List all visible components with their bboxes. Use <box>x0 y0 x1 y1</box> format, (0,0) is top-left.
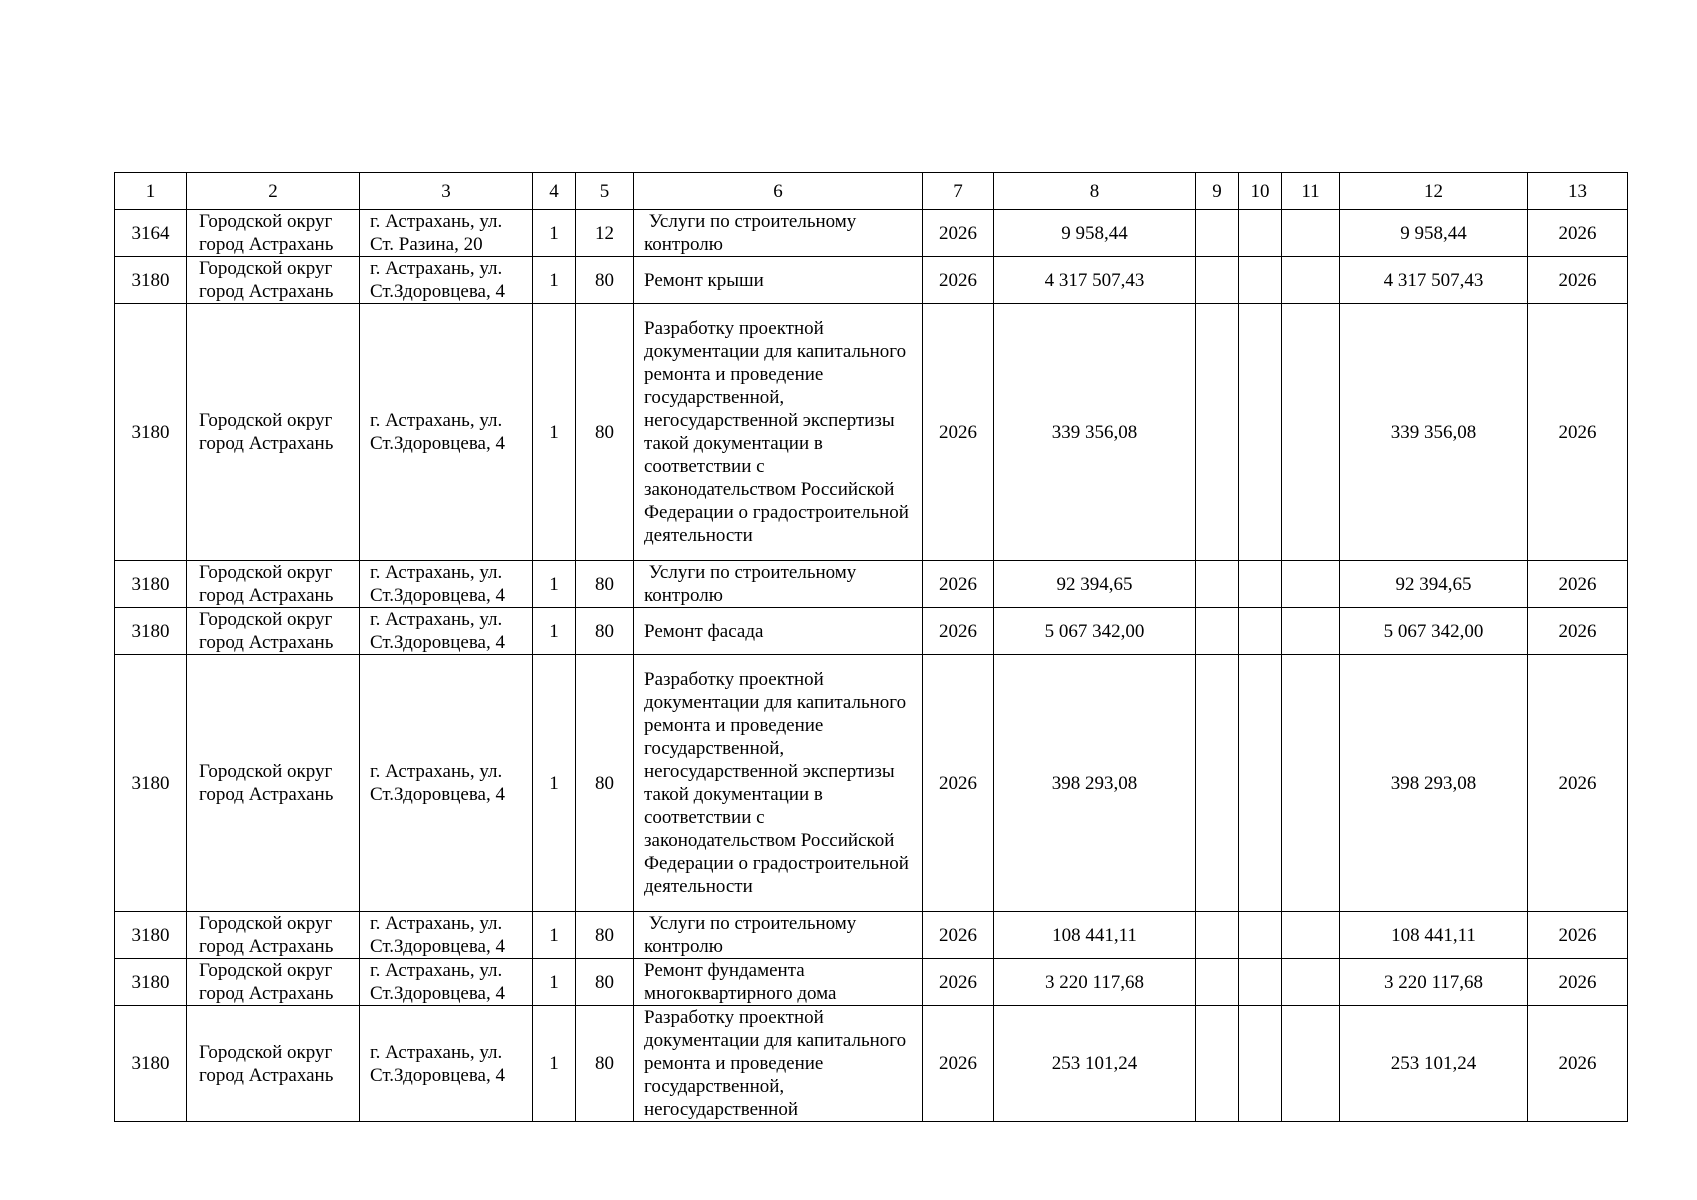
municipality: Городской округ город Астрахань <box>187 608 360 655</box>
table-row <box>115 1006 1628 1122</box>
column-header-6: 6 <box>634 173 923 210</box>
col-10-value <box>1239 608 1282 655</box>
funding-amount: 339 356,08 <box>1340 304 1528 561</box>
col-4-value: 1 <box>533 912 576 959</box>
col-4-value: 1 <box>533 210 576 257</box>
work-type: Ремонт фундамента многоквартирного дома <box>634 959 923 1006</box>
col-9-value <box>1196 257 1239 304</box>
col-10-value <box>1239 210 1282 257</box>
col-10-value <box>1239 304 1282 561</box>
col-5-value: 80 <box>576 959 634 1006</box>
municipality: Городской округ город Астрахань <box>187 304 360 561</box>
col-4-value: 1 <box>533 1006 576 1122</box>
column-header-4: 4 <box>533 173 576 210</box>
col-5-value: 80 <box>576 304 634 561</box>
col-4-value: 1 <box>533 959 576 1006</box>
total-cost: 253 101,24 <box>994 1006 1196 1122</box>
column-header-2: 2 <box>187 173 360 210</box>
col-9-value <box>1196 561 1239 608</box>
object-number: 3180 <box>115 959 187 1006</box>
col-5-value: 80 <box>576 1006 634 1122</box>
work-type: Услуги по строительному контролю <box>634 210 923 257</box>
col-9-value <box>1196 304 1239 561</box>
col-9-value <box>1196 210 1239 257</box>
total-cost: 92 394,65 <box>994 561 1196 608</box>
total-cost: 3 220 117,68 <box>994 959 1196 1006</box>
completion-year: 2026 <box>1528 959 1628 1006</box>
column-header-11: 11 <box>1282 173 1340 210</box>
total-cost: 5 067 342,00 <box>994 608 1196 655</box>
col-9-value <box>1196 608 1239 655</box>
table-row <box>115 608 1628 655</box>
column-header-1: 1 <box>115 173 187 210</box>
total-cost: 4 317 507,43 <box>994 257 1196 304</box>
year: 2026 <box>923 912 994 959</box>
object-number: 3180 <box>115 608 187 655</box>
col-11-value <box>1282 257 1340 304</box>
col-10-value <box>1239 655 1282 912</box>
column-header-8: 8 <box>994 173 1196 210</box>
col-11-value <box>1282 608 1340 655</box>
object-number: 3180 <box>115 1006 187 1122</box>
address: г. Астрахань, ул. Ст.Здоровцева, 4 <box>360 608 533 655</box>
table-row <box>115 561 1628 608</box>
object-number: 3164 <box>115 210 187 257</box>
completion-year: 2026 <box>1528 210 1628 257</box>
col-4-value: 1 <box>533 608 576 655</box>
col-9-value <box>1196 655 1239 912</box>
year: 2026 <box>923 561 994 608</box>
col-5-value: 80 <box>576 655 634 912</box>
address: г. Астрахань, ул. Ст.Здоровцева, 4 <box>360 1006 533 1122</box>
work-type: Услуги по строительному контролю <box>634 912 923 959</box>
work-type: Услуги по строительному контролю <box>634 561 923 608</box>
total-cost: 398 293,08 <box>994 655 1196 912</box>
col-4-value: 1 <box>533 304 576 561</box>
table-row <box>115 959 1628 1006</box>
object-number: 3180 <box>115 304 187 561</box>
completion-year: 2026 <box>1528 304 1628 561</box>
work-type: Разработку проектной документации для капитального ремонта и проведение государственной, негосударственной <box>634 1006 923 1122</box>
col-10-value <box>1239 561 1282 608</box>
col-11-value <box>1282 1006 1340 1122</box>
municipality: Городской округ город Астрахань <box>187 655 360 912</box>
col-5-value: 80 <box>576 561 634 608</box>
total-cost: 108 441,11 <box>994 912 1196 959</box>
col-11-value <box>1282 304 1340 561</box>
col-9-value <box>1196 1006 1239 1122</box>
object-number: 3180 <box>115 655 187 912</box>
funding-amount: 4 317 507,43 <box>1340 257 1528 304</box>
column-header-5: 5 <box>576 173 634 210</box>
year: 2026 <box>923 257 994 304</box>
year: 2026 <box>923 304 994 561</box>
col-11-value <box>1282 912 1340 959</box>
col-4-value: 1 <box>533 561 576 608</box>
col-10-value <box>1239 257 1282 304</box>
col-9-value <box>1196 912 1239 959</box>
col-4-value: 1 <box>533 257 576 304</box>
col-11-value <box>1282 210 1340 257</box>
col-5-value: 80 <box>576 257 634 304</box>
municipality: Городской округ город Астрахань <box>187 257 360 304</box>
funding-amount: 253 101,24 <box>1340 1006 1528 1122</box>
col-10-value <box>1239 959 1282 1006</box>
completion-year: 2026 <box>1528 1006 1628 1122</box>
funding-amount: 3 220 117,68 <box>1340 959 1528 1006</box>
object-number: 3180 <box>115 257 187 304</box>
municipality: Городской округ город Астрахань <box>187 912 360 959</box>
column-header-10: 10 <box>1239 173 1282 210</box>
municipality: Городской округ город Астрахань <box>187 561 360 608</box>
completion-year: 2026 <box>1528 257 1628 304</box>
column-header-13: 13 <box>1528 173 1628 210</box>
year: 2026 <box>923 608 994 655</box>
repair-program-table <box>114 172 1628 1122</box>
object-number: 3180 <box>115 912 187 959</box>
col-9-value <box>1196 959 1239 1006</box>
address: г. Астрахань, ул. Ст.Здоровцева, 4 <box>360 912 533 959</box>
table-row <box>115 655 1628 912</box>
municipality: Городской округ город Астрахань <box>187 959 360 1006</box>
address: г. Астрахань, ул. Ст.Здоровцева, 4 <box>360 561 533 608</box>
address: г. Астрахань, ул. Ст.Здоровцева, 4 <box>360 655 533 912</box>
column-header-3: 3 <box>360 173 533 210</box>
completion-year: 2026 <box>1528 912 1628 959</box>
funding-amount: 5 067 342,00 <box>1340 608 1528 655</box>
object-number: 3180 <box>115 561 187 608</box>
year: 2026 <box>923 210 994 257</box>
year: 2026 <box>923 959 994 1006</box>
address: г. Астрахань, ул. Ст. Разина, 20 <box>360 210 533 257</box>
year: 2026 <box>923 655 994 912</box>
work-type: Ремонт крыши <box>634 257 923 304</box>
work-type: Разработку проектной документации для капитального ремонта и проведение государственной, негосударственной экспертизы такой документации в соответствии с законодательством Российской Федерации о градостроительной деятельности <box>634 304 923 561</box>
funding-amount: 92 394,65 <box>1340 561 1528 608</box>
column-header-9: 9 <box>1196 173 1239 210</box>
municipality: Городской округ город Астрахань <box>187 210 360 257</box>
funding-amount: 398 293,08 <box>1340 655 1528 912</box>
column-header-12: 12 <box>1340 173 1528 210</box>
table-row <box>115 912 1628 959</box>
col-4-value: 1 <box>533 655 576 912</box>
col-11-value <box>1282 959 1340 1006</box>
document-page <box>114 172 1628 1122</box>
completion-year: 2026 <box>1528 608 1628 655</box>
table-row <box>115 210 1628 257</box>
col-5-value: 12 <box>576 210 634 257</box>
column-header-7: 7 <box>923 173 994 210</box>
address: г. Астрахань, ул. Ст.Здоровцева, 4 <box>360 959 533 1006</box>
table-row <box>115 257 1628 304</box>
col-11-value <box>1282 561 1340 608</box>
address: г. Астрахань, ул. Ст.Здоровцева, 4 <box>360 257 533 304</box>
completion-year: 2026 <box>1528 561 1628 608</box>
col-10-value <box>1239 912 1282 959</box>
address: г. Астрахань, ул. Ст.Здоровцева, 4 <box>360 304 533 561</box>
col-5-value: 80 <box>576 912 634 959</box>
year: 2026 <box>923 1006 994 1122</box>
work-type: Разработку проектной документации для капитального ремонта и проведение государственной, негосударственной экспертизы такой документации в соответствии с законодательством Российской Федерации о градостроительной деятельности <box>634 655 923 912</box>
table-header-row <box>115 173 1628 210</box>
table-row <box>115 304 1628 561</box>
col-5-value: 80 <box>576 608 634 655</box>
work-type: Ремонт фасада <box>634 608 923 655</box>
completion-year: 2026 <box>1528 655 1628 912</box>
funding-amount: 9 958,44 <box>1340 210 1528 257</box>
col-11-value <box>1282 655 1340 912</box>
municipality: Городской округ город Астрахань <box>187 1006 360 1122</box>
col-10-value <box>1239 1006 1282 1122</box>
total-cost: 9 958,44 <box>994 210 1196 257</box>
total-cost: 339 356,08 <box>994 304 1196 561</box>
funding-amount: 108 441,11 <box>1340 912 1528 959</box>
